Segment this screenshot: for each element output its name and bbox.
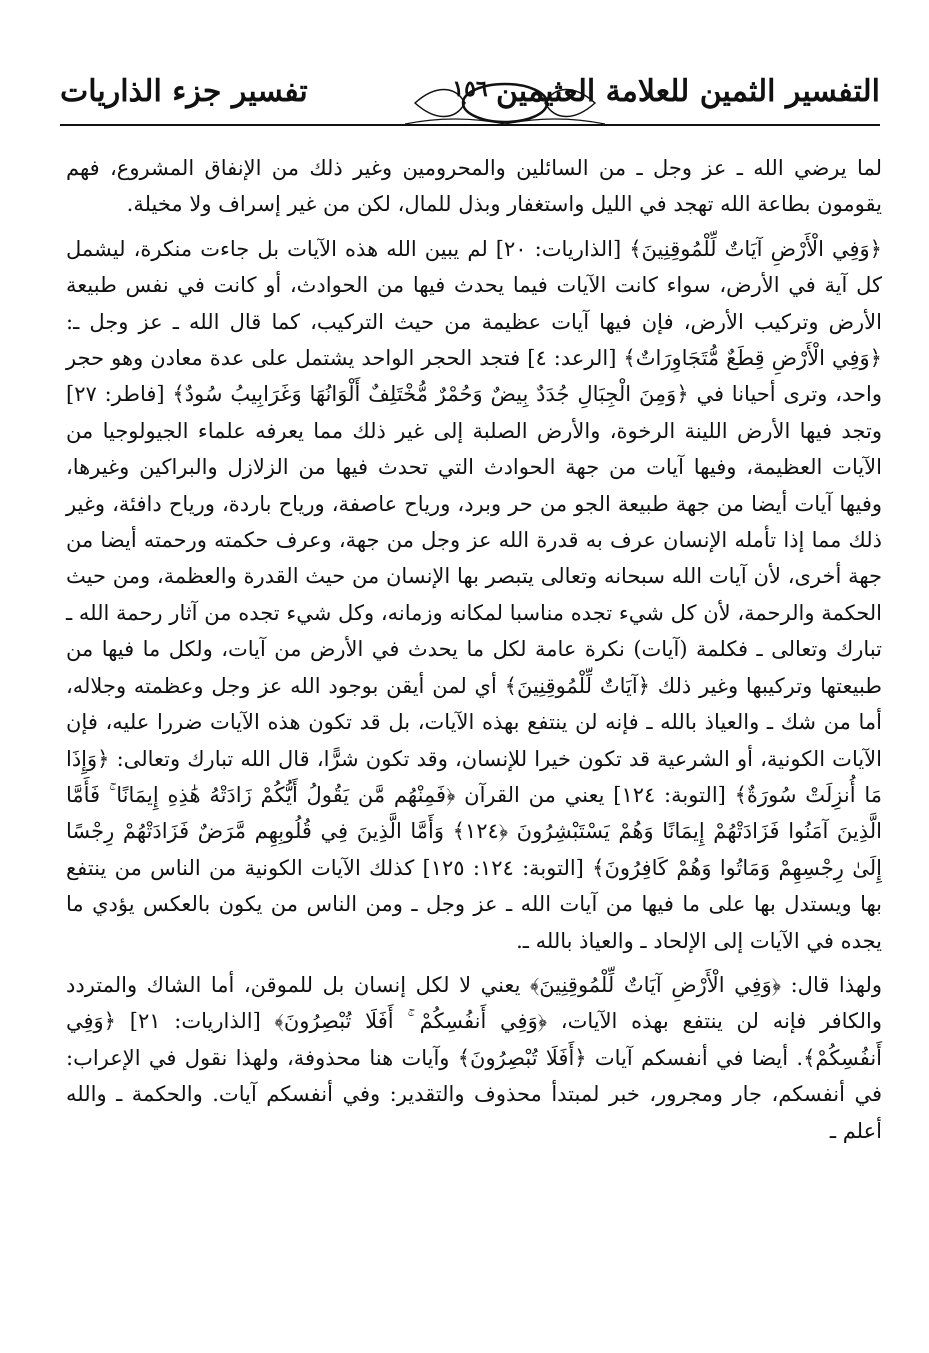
part-title: تفسير جزء الذاريات: [60, 74, 308, 109]
page-body: [66, 150, 882, 1149]
paragraph: لما يرضي الله ـ عز وجل ـ من السائلين والمحرومين وغير ذلك من الإنفاق المشروع، فهم يقومون بطاعة الله تهجد في الليل واستغفار وبذل للمال، لكن من غير إسراف ولا مخيلة.: [66, 156, 882, 217]
paragraph: ﴿وَفِي الْأَرْضِ آيَاتٌ لِّلْمُوقِنِينَ﴾ [الذاريات: ٢٠] لم يبين الله هذه الآيات بل جاءت منكرة، ليشمل كل آية في الأرض، سواء كانت الآيات فيما يحدث فيها من الحوادث، أو كانت في نفس طبيعة الأرض وتركيب الأرض، فإن فيها آيات عظيمة من حيث التركيب، كما قال الله ـ عز وجل ـ: ﴿وَفِي الْأَرْضِ قِطَعٌ مُّتَجَاوِرَاتٌ﴾ [الرعد: ٤] فتجد الحجر الواحد يشتمل على عدة معادن وهو حجر واحد، وترى أحيانا في ﴿وَمِنَ الْجِبَالِ جُدَدٌ بِيضٌ وَحُمْرٌ مُّخْتَلِفٌ أَلْوَانُهَا وَغَرَابِيبُ سُودٌ﴾ [فاطر: ٢٧] وتجد فيها الأرض اللينة الرخوة، والأرض الصلبة إلى غير ذلك مما يعرفه علماء الجيولوجيا من الآيات العظيمة، وفيها آيات من جهة الحوادث التي تحدث فيها من الزلازل والبراكين وغيرها، وفيها آيات أيضا من جهة طبيعة الجو من حر وبرد، ورياح عاصفة، ورياح باردة، ورياح دافئة، وغير ذلك مما إذا تأمله الإنسان عرف به قدرة الله عز وجل من جهة، وعرف حكمته ورحمته أيضا من جهة أخرى، لأن آيات الله سبحانه وتعالى يتبصر بها الإنسان من حيث القدرة والعظمة، ومن حيث الحكمة والرحمة، لأن كل شيء تجده مناسبا لمكانه وزمانه، وكل شيء تجده من آثار رحمة الله ـ تبارك وتعالى ـ فكلمة (آيات) نكرة عامة لكل ما يحدث في الأرض من آيات، ولكل ما فيها من طبيعتها وتركيبها وغير ذلك ﴿آيَاتٌ لِّلْمُوقِنِينَ﴾ أي لمن أيقن بوجود الله عز وجل وعظمته وجلاله، أما من شك ـ والعياذ بالله ـ فإنه لن ينتفع بهذه الآيات، بل قد تكون هذه الآيات ضررا عليه، فإن الآيات الكونية، أو الشرعية قد تكون خيرا للإنسان، وقد تكون شرًّا، قال الله تبارك وتعالى: ﴿وَإِذَا مَا أُنزِلَتْ سُورَةٌ﴾ [التوبة: ١٢٤] يعني من القرآن ﴿فَمِنْهُم مَّن يَقُولُ أَيُّكُمْ زَادَتْهُ هَٰذِهِ إِيمَانًا ۚ فَأَمَّا الَّذِينَ آمَنُوا فَزَادَتْهُمْ إِيمَانًا وَهُمْ يَسْتَبْشِرُونَ ﴿١٢٤﴾ وَأَمَّا الَّذِينَ فِي قُلُوبِهِم مَّرَضٌ فَزَادَتْهُمْ رِجْسًا إِلَىٰ رِجْسِهِمْ وَمَاتُوا وَهُمْ كَافِرُونَ﴾ [التوبة: ١٢٤: ١٢٥] كذلك الآيات الكونية من الناس من ينتفع بها ويستدل بها على ما فيها من آيات الله ـ عز وجل ـ ومن الناس من يكون بالعكس يؤدي ما يجده في الآيات إلى الإلحاد ـ والعياذ بالله ـ.: [66, 236, 882, 953]
page-header: [60, 68, 880, 130]
page-number: ١٥٦: [452, 76, 488, 102]
paragraph: ولهذا قال: ﴿وَفِي الْأَرْضِ آيَاتٌ لِّلْمُوقِنِينَ﴾ يعني لا لكل إنسان بل للموقن، أما الشاك والمتردد والكافر فإنه لن ينتفع بهذه الآيات، ﴿وَفِي أَنفُسِكُمْ ۚ أَفَلَا تُبْصِرُونَ﴾ [الذاريات: ٢١] ﴿وَفِي أَنفُسِكُمْ﴾. أيضا في أنفسكم آيات ﴿أَفَلَا تُبْصِرُونَ﴾ وآيات هنا محذوفة، ولهذا نقول في الإعراب: في أنفسكم، جار ومجرور، خبر لمبتدأ محذوف والتقدير: وفي أنفسكم آيات. والحكمة ـ والله أعلم ـ: [66, 972, 882, 1143]
header-rule: [60, 124, 880, 126]
book-title: التفسير الثمين للعلامة العثيمين: [495, 74, 880, 109]
